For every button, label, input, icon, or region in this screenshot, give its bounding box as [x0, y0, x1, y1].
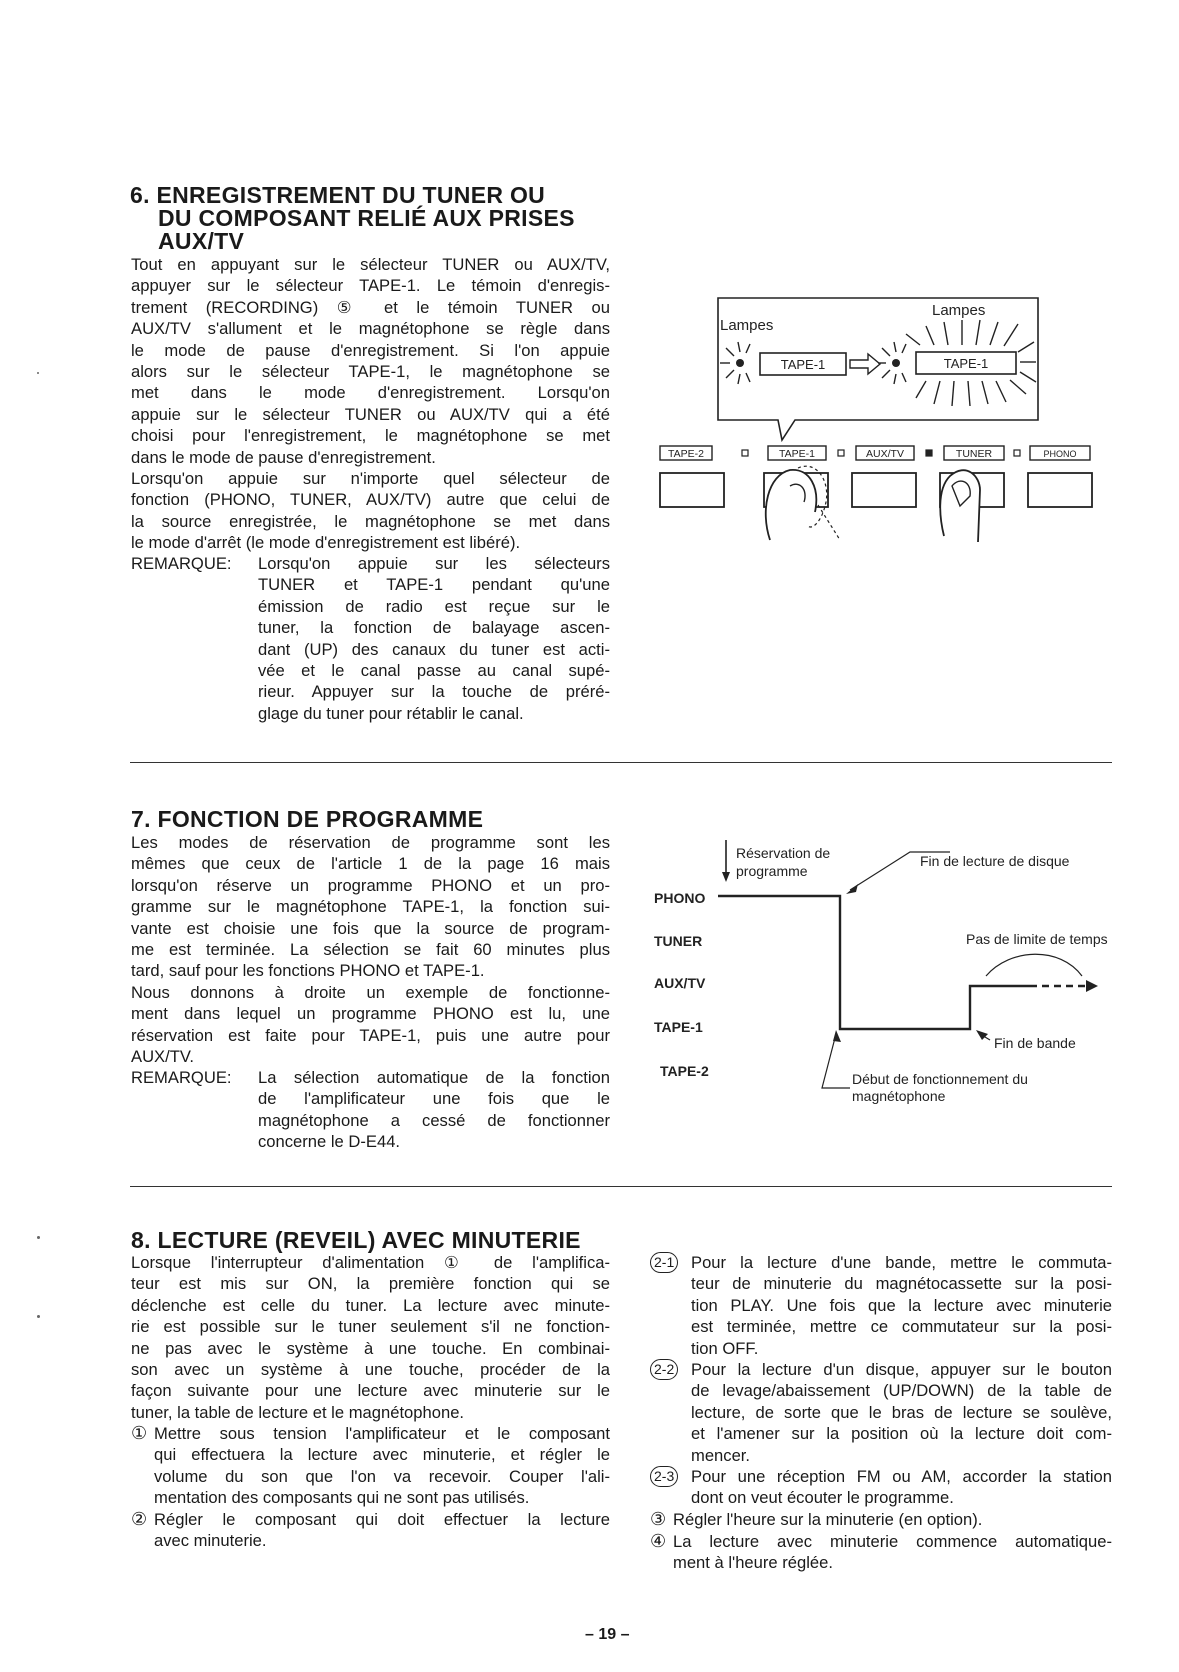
- remark-line: de l'amplificateur une fois que le: [258, 1089, 610, 1109]
- body-line: AUX/TV s'allument et le magnétophone se règle dans: [131, 319, 610, 339]
- step-line: teur de minuterie du magnétocassette sur la posi-: [691, 1274, 1112, 1294]
- section-8-heading: 8. LECTURE (REVEIL) AVEC MINUTERIE: [131, 1227, 581, 1253]
- body-line: met dans le mode d'enregistrement. Lorsqu'on: [131, 383, 610, 403]
- label-reservation: programme: [736, 863, 808, 879]
- step-line: est terminée, mettre ce commutateur sur la posi-: [691, 1317, 1112, 1337]
- body-line: alors sur le sélecteur TAPE-1, le magnétophone se: [131, 362, 610, 382]
- label-reservation: Réservation de: [736, 845, 831, 861]
- lamp-tape1-left-label: TAPE-1: [780, 357, 826, 372]
- body-line: choisi pour l'enregistrement, le magnétophone se met: [131, 426, 610, 446]
- lamp-tape1-right-label: TAPE-1: [943, 356, 989, 371]
- row-label: TUNER: [654, 933, 703, 949]
- body-line: gramme sur le magnétophone TAPE-1, la fonction sui-: [131, 897, 610, 917]
- title-line: AUX/TV: [158, 228, 245, 254]
- arrow-right-icon: [1086, 980, 1098, 992]
- row-label: AUX/TV: [654, 975, 706, 991]
- body-line: appuyer sur le sélecteur TAPE-1. Le témoin d'enregis-: [131, 276, 610, 296]
- lamp-dot-left: [736, 359, 744, 367]
- step-2: [154, 1509, 610, 1552]
- section-7-remark: [258, 1067, 610, 1153]
- step-line: La lecture avec minuterie commence automatique-: [673, 1532, 1112, 1551]
- step-line: tion OFF.: [691, 1338, 759, 1358]
- signal-line: [718, 896, 1030, 1029]
- step-1: [154, 1423, 610, 1509]
- section-6-remark-label: REMARQUE:: [131, 554, 232, 573]
- body-line: façon suivante pour une lecture avec minuterie sur le: [131, 1381, 610, 1401]
- remark-line: émission de radio est reçue sur le: [258, 596, 610, 616]
- body-line: le mode d'arrêt (le mode d'enregistrement est libéré).: [131, 533, 521, 553]
- section-8-intro: [131, 1252, 610, 1423]
- section-6-remark: [258, 553, 610, 724]
- body-line: teur est mis sur ON, la première fonction qui se: [131, 1274, 610, 1294]
- step-line: Mettre sous tension l'amplificateur et le composant: [154, 1424, 610, 1443]
- step-line: Pour la lecture d'une bande, mettre le commuta-: [691, 1253, 1112, 1272]
- arrow-down-icon: [722, 872, 730, 882]
- label-start: magnétophone: [852, 1088, 946, 1104]
- step-line: et l'amener sur la position où la lecture doit com-: [691, 1424, 1112, 1444]
- selector-label: AUX/TV: [866, 448, 904, 460]
- body-line: ne pas avec le système à une touche. En combinai-: [131, 1338, 610, 1358]
- remark-line: Lorsqu'on appuie sur les sélecteurs: [258, 554, 610, 573]
- step-1-number: ①: [131, 1423, 148, 1443]
- section-8-title: [131, 1229, 611, 1252]
- section-7-heading: 7. FONCTION DE PROGRAMME: [131, 806, 484, 832]
- row-label: TAPE-1: [654, 1019, 703, 1035]
- step-line: Pour une réception FM ou AM, accorder la station: [691, 1467, 1112, 1486]
- lamps-label-left: Lampes: [720, 317, 774, 334]
- step-line: mencer.: [691, 1445, 751, 1465]
- remark-line: magnétophone a cessé de fonctionner: [258, 1110, 610, 1130]
- selector-label: TUNER: [955, 448, 993, 460]
- body-line: dans le mode de pause d'enregistrement.: [131, 447, 436, 467]
- step-line: tion PLAY. Une fois que la lecture avec minuterie: [691, 1295, 1112, 1315]
- body-line: Nous donnons à droite un exemple de fonctionne-: [131, 982, 610, 1002]
- body-line: ment dans lequel un programme PHONO est lu, une: [131, 1004, 610, 1024]
- step-2-3: [691, 1466, 1112, 1509]
- lamp-dot-right: [892, 359, 900, 367]
- scan-speck: [37, 1315, 40, 1318]
- body-line: me est terminée. La sélection se fait 60 minutes plus: [131, 940, 610, 960]
- label-no-limit: Pas de limite de temps: [966, 931, 1108, 947]
- step-2-1: [691, 1252, 1112, 1359]
- step-2-2: [691, 1359, 1112, 1466]
- step-2-2-number: 2-2: [650, 1359, 678, 1380]
- remark-line: tuner, la fonction de balayage ascen-: [258, 618, 610, 638]
- body-line: Les modes de réservation de programme sont les: [131, 833, 610, 852]
- body-line: déclenche est celle du tuner. La lecture avec minute-: [131, 1295, 610, 1315]
- remark-line: rieur. Appuyer sur la touche de préré-: [258, 682, 610, 702]
- divider: [130, 762, 1112, 763]
- lamps-label-right: Lampes: [932, 302, 986, 319]
- body-line: trement (RECORDING) ⑤ et le témoin TUNER ou: [131, 297, 610, 317]
- body-line: appuie sur le sélecteur TUNER ou AUX/TV qui a été: [131, 404, 610, 424]
- step-3-number: ③: [650, 1509, 667, 1529]
- selector-labels: [660, 446, 1090, 460]
- remark-line: La sélection automatique de la fonction: [258, 1068, 610, 1087]
- body-line: la source enregistrée, le magnétophone se met dans: [131, 511, 610, 531]
- step-2-1-number: 2-1: [650, 1252, 678, 1273]
- divider: [130, 1186, 1112, 1187]
- body-line: AUX/TV.: [131, 1047, 195, 1067]
- section-7-remark-label: REMARQUE:: [131, 1068, 232, 1087]
- body-line: Tout en appuyant sur le sélecteur TUNER ou AUX/TV,: [131, 255, 610, 274]
- row-label: TAPE-2: [660, 1063, 709, 1079]
- title-line: 6. ENREGISTREMENT DU TUNER OU: [130, 182, 546, 208]
- label-end-disc: Fin de lecture de disque: [920, 853, 1070, 869]
- selector-label: TAPE-1: [779, 448, 815, 460]
- body-line: mêmes que ceux de l'article 1 de la page 16 mais: [131, 854, 610, 874]
- step-line: mentation des composants qui ne sont pas utilisés.: [154, 1488, 530, 1508]
- selector-buttons: [660, 473, 1092, 507]
- selector-label: PHONO: [1043, 449, 1077, 459]
- remark-line: glage du tuner pour rétablir le canal.: [258, 703, 524, 723]
- body-line: son avec un système à une touche, procéder de la: [131, 1360, 610, 1380]
- step-4: [673, 1531, 1112, 1574]
- label-start: Début de fonctionnement du: [852, 1071, 1028, 1087]
- step-line: qui effectuera la lecture avec minuterie, et régler le: [154, 1445, 610, 1465]
- section-6-title: [130, 184, 610, 253]
- step-2-3-number: 2-3: [650, 1466, 678, 1487]
- selector-label: TAPE-2: [668, 448, 704, 460]
- section-7-body: [131, 832, 610, 1067]
- remark-line: concerne le D-E44.: [258, 1132, 401, 1152]
- label-end-tape: Fin de bande: [994, 1035, 1076, 1051]
- body-line: tuner, la table de lecture et le magnétophone.: [131, 1402, 465, 1422]
- body-line: Lorsque l'interrupteur d'alimentation ① de l'amplifica-: [131, 1253, 610, 1272]
- step-line: Régler l'heure sur la minuterie (en option).: [673, 1510, 983, 1529]
- body-line: le mode de pause d'enregistrement. Si l'on appuie: [131, 340, 610, 360]
- body-line: vante est choisie une fois que la source de program-: [131, 918, 610, 938]
- scan-speck: [37, 1236, 40, 1239]
- step-line: volume du son que l'on va recevoir. Couper l'ali-: [154, 1466, 610, 1486]
- section-7-title: [131, 808, 611, 831]
- program-timing-diagram: [650, 836, 1120, 1106]
- step-line: de levage/abaissement (UP/DOWN) de la table de: [691, 1381, 1112, 1401]
- remark-line: TUNER et TAPE-1 pendant qu'une: [258, 575, 610, 595]
- remark-line: vée et le canal passe au canal supé-: [258, 661, 610, 681]
- step-line: avec minuterie.: [154, 1531, 267, 1551]
- body-line: Lorsqu'on appuie sur n'importe quel sélecteur de: [131, 469, 610, 489]
- step-2-number: ②: [131, 1509, 148, 1529]
- body-line: rie est possible sur le tuner seulement s'il ne fonction-: [131, 1317, 610, 1337]
- step-line: lecture, de sorte que le bras de lecture se soulève,: [691, 1402, 1112, 1422]
- body-line: réservation est faite pour TAPE-1, puis une autre pour: [131, 1025, 610, 1045]
- page-number: – 19 –: [585, 1626, 630, 1643]
- title-line: DU COMPOSANT RELIÉ AUX PRISES: [158, 205, 575, 231]
- step-3: [673, 1509, 1112, 1530]
- body-line: tard, sauf pour les fonctions PHONO et TAPE-1.: [131, 961, 485, 981]
- body-line: lorsqu'on réserve un programme PHONO et un pro-: [131, 875, 610, 895]
- section-6-body: [131, 254, 610, 554]
- step-line: ment à l'heure réglée.: [673, 1553, 833, 1573]
- scan-speck: [37, 372, 39, 374]
- selector-figure: [650, 290, 1120, 580]
- row-label: PHONO: [654, 890, 706, 906]
- step-line: Pour la lecture d'un disque, appuyer sur le bouton: [691, 1360, 1112, 1379]
- body-line: fonction (PHONO, TUNER, AUX/TV) autre que celui de: [131, 490, 610, 510]
- step-line: Régler le composant qui doit effectuer la lecture: [154, 1510, 610, 1529]
- step-4-number: ④: [650, 1531, 667, 1551]
- remark-line: dant (UP) des canaux du tuner est acti-: [258, 639, 610, 659]
- step-line: dont on veut écouter le programme.: [691, 1488, 954, 1508]
